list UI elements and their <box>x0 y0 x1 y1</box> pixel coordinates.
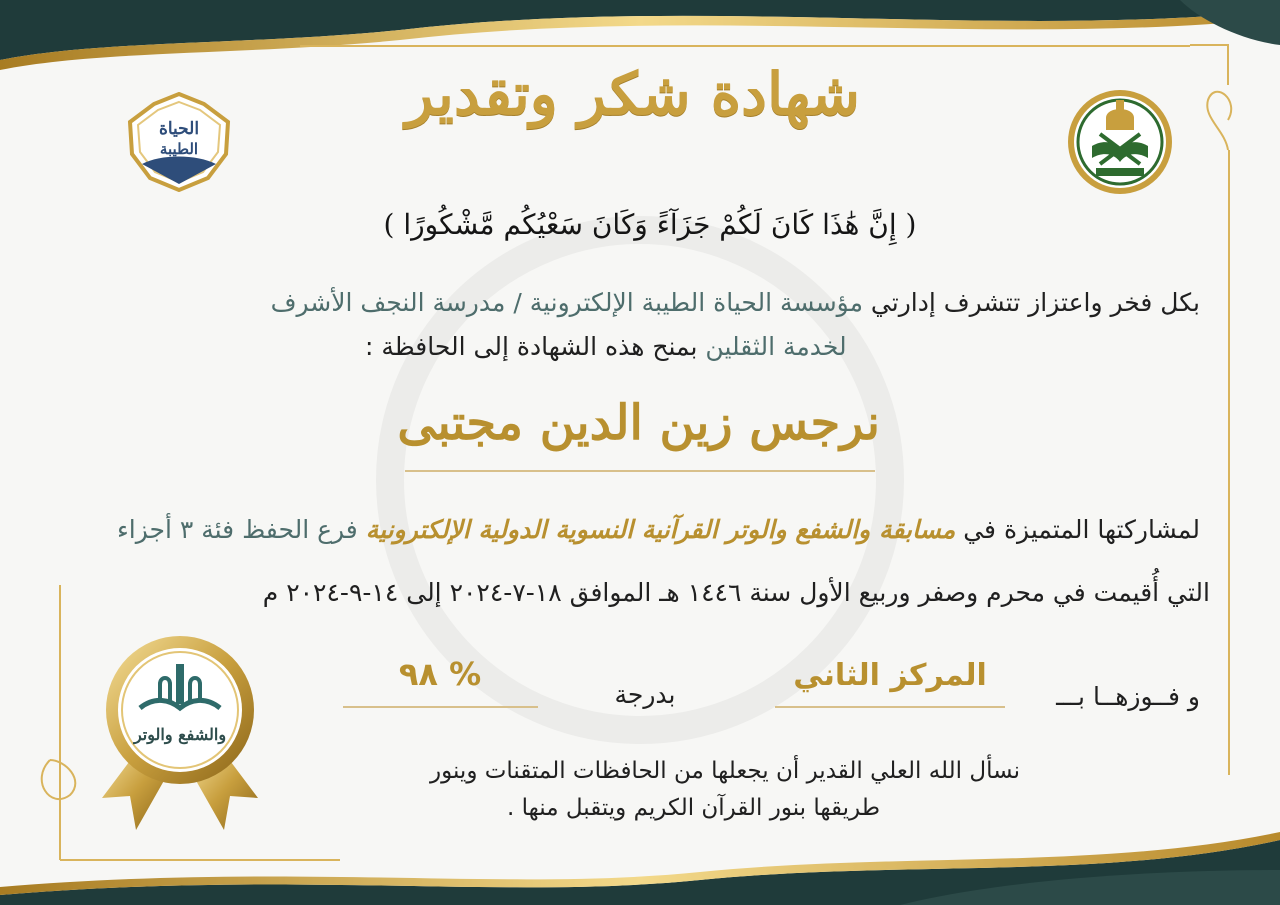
organization-name-suffix: لخدمة الثقلين <box>705 332 847 361</box>
prayer-line-2: طريقها بنور القرآن الكريم ويتقبل منها . <box>507 795 880 821</box>
quran-verse: ( إِنَّ هَٰذَا كَانَ لَكُمْ جَزَآءً وَكَانَ سَعْيُكُم مَّشْكُورًا ) <box>383 208 917 241</box>
medal-text: والشفع والوتر <box>133 725 227 744</box>
competition-branch: فرع الحفظ فئة ٣ أجزاء <box>117 515 366 544</box>
percentage-value: ٩٨ % <box>398 655 482 693</box>
recipient-name: نرجس زين الدين مجتبى <box>397 395 880 451</box>
place-value: المركز الثاني <box>793 658 987 693</box>
participation-line <box>117 515 1200 544</box>
frame-top-line <box>300 45 1190 47</box>
intro-grant-text: بمنح هذه الشهادة إلى الحافظة : <box>365 332 706 361</box>
intro-text: بكل فخر واعتزاز تتشرف إدارتي <box>862 288 1200 317</box>
intro-line-1 <box>271 288 1200 317</box>
najaf-school-logo <box>1066 88 1174 196</box>
organization-name: مؤسسة الحياة الطيبة الإلكترونية / مدرسة النجف الأشرف <box>270 288 863 317</box>
intro-line-2 <box>365 332 847 361</box>
left-logo-text-2: الطيبة <box>159 140 199 158</box>
degree-label: بدرجة <box>614 680 676 709</box>
participation-text: لمشاركتها المتميزة في <box>955 515 1200 544</box>
frame-right-line <box>1228 150 1230 775</box>
percentage-underline <box>343 706 538 708</box>
place-underline <box>775 706 1005 708</box>
medal-badge <box>100 630 260 840</box>
hayat-tayyiba-logo <box>126 92 232 192</box>
left-logo-text-1: الحياة <box>158 119 200 139</box>
competition-name: مسابقة والشفع والوتر القرآنية النسوية الدولية الإلكترونية <box>365 515 956 544</box>
name-underline <box>405 470 875 472</box>
prayer-line-1: نسأل الله العلي القدير أن يجعلها من الحافظات المتقنات وينور <box>429 758 1020 784</box>
certificate-title: شهادة شكر وتقدير <box>405 60 860 128</box>
dates-line: التي أُقيمت في محرم وصفر وربيع الأول سنة ١٤٤٦ هـ الموافق ١٨-٧-٢٠٢٤ إلى ١٤-٩-٢٠٢٤ م <box>262 578 1210 607</box>
won-label: و فــوزهــا بـــ <box>1056 682 1200 711</box>
